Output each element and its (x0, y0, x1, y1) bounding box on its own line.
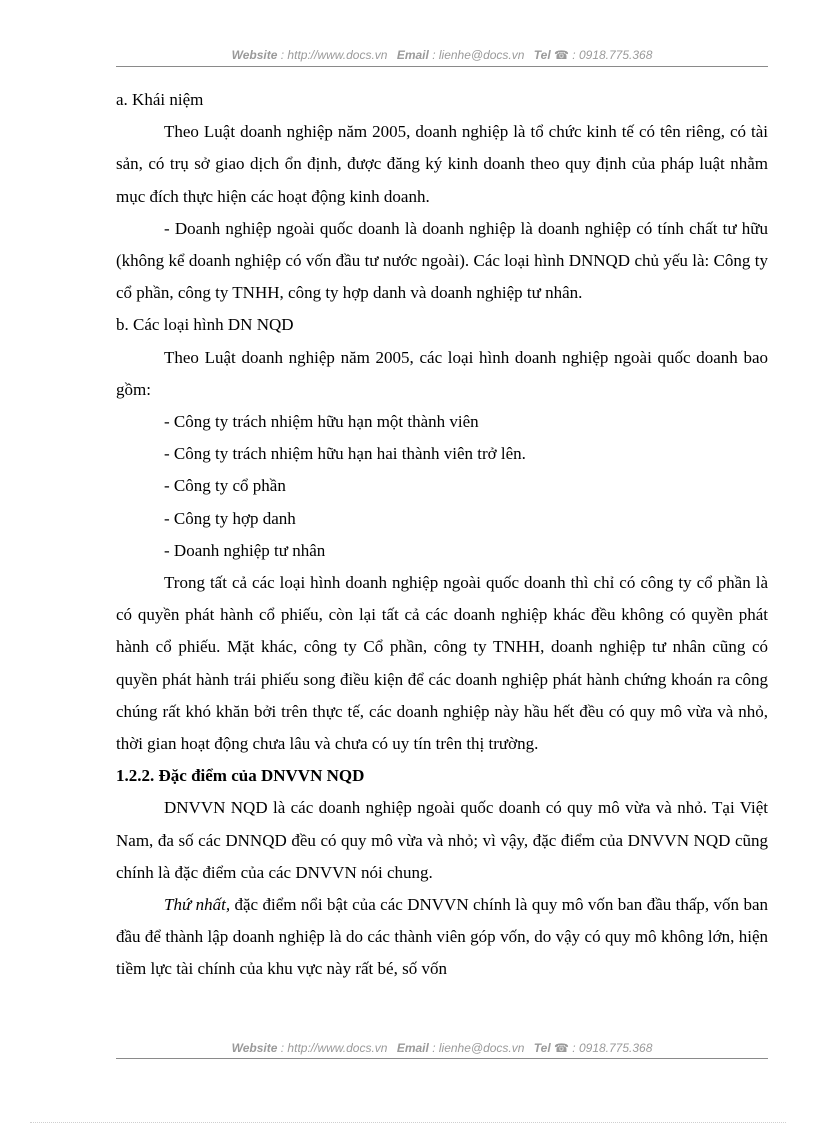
list-item: - Doanh nghiệp tư nhân (164, 540, 326, 560)
section-heading: 1.2.2. Đặc điểm của DNVVN NQD (116, 766, 365, 786)
list-item: - Công ty hợp danh (164, 508, 296, 528)
paragraph-3: Theo Luật doanh nghiệp năm 2005, các loại hình doanh nghiệp ngoài quốc doanh bao gồm: (116, 347, 768, 399)
header-tel-label: Tel (533, 48, 551, 62)
paragraph-6-text: đặc điểm nổi bật của các DNVVN chính là quy mô vốn ban đầu thấp, vốn ban đầu để thành lập doanh nghiệp là do các thành viên góp vốn, do vậy có quy mô không lớn, hiện tiềm lực tài chính của khu vực này rất bé, số vốn (116, 895, 768, 979)
header-website-value[interactable]: : http://www.docs.vn (280, 48, 388, 62)
paragraph-2: - Doanh nghiệp ngoài quốc doanh là doanh nghiệp là doanh nghiệp có tính chất tư hữu (không kể doanh nghiệp có vốn đầu tư nước ngoài). Các loại hình DNNQD chủ yếu là: Công ty cổ phần, công ty TNHH, công ty hợp danh và doanh nghiệp tư nhân. (116, 218, 768, 303)
footer-tel-label: Tel (533, 1041, 551, 1055)
header-rule (116, 66, 768, 67)
footer-rule (116, 1058, 768, 1059)
header-email-label: Email (396, 48, 429, 62)
footer-tel-value: ☎ : 0918.775.368 (554, 1041, 653, 1055)
page-header (116, 48, 768, 62)
list-item: - Công ty cổ phần (164, 476, 286, 496)
list-item: - Công ty trách nhiệm hữu hạn hai thành viên trở lên. (164, 444, 526, 464)
footer-website-label: Website (231, 1041, 278, 1055)
document-body (116, 84, 768, 986)
heading-b: b. Các loại hình DN NQD (116, 315, 294, 335)
heading-a: a. Khái niệm (116, 90, 204, 109)
emphasis-thu-nhat: Thứ nhất, (164, 895, 231, 915)
page-footer (116, 1041, 768, 1055)
list-item: - Công ty trách nhiệm hữu hạn một thành viên (164, 412, 479, 432)
footer-email-label: Email (396, 1041, 429, 1055)
header-email-value[interactable]: : lienhe@docs.vn (432, 48, 525, 62)
paragraph-5: DNVVN NQD là các doanh nghiệp ngoài quốc doanh có quy mô vừa và nhỏ. Tại Việt Nam, đa số các DNNQD đều có quy mô vừa và nhỏ; vì vậy, đặc điểm của DNVVN NQD cũng chính là đặc điểm của các DNVVN nói chung. (116, 798, 768, 882)
header-website-label: Website (231, 48, 278, 62)
header-tel-value: ☎ : 0918.775.368 (554, 48, 653, 62)
paragraph-6 (116, 889, 768, 986)
paragraph-1: Theo Luật doanh nghiệp năm 2005, doanh nghiệp là tổ chức kinh tế có tên riêng, có tài sản, có trụ sở giao dịch ổn định, được đăng ký kinh doanh theo quy định của pháp luật nhằm mục đích thực hiện các hoạt động kinh doanh. (116, 122, 768, 206)
paragraph-4: Trong tất cả các loại hình doanh nghiệp ngoài quốc doanh thì chỉ có công ty cổ phần là có quyền phát hành cổ phiếu, còn lại tất cả các doanh nghiệp khác đều không có quyền phát hành cổ phiếu. Mặt khác, công ty Cổ phần, công ty TNHH, doanh nghiệp tư nhân cũng có quyền phát hành trái phiếu song điều kiện để các doanh nghiệp phát hành chứng khoán ra công chúng rất khó khăn bởi trên thực tế, các doanh nghiệp này hầu hết đều có quy mô vừa và nhỏ, thời gian hoạt động chưa lâu và chưa có uy tín trên thị trường. (116, 573, 768, 754)
footer-website-value[interactable]: : http://www.docs.vn (280, 1041, 388, 1055)
footer-email-value[interactable]: : lienhe@docs.vn (432, 1041, 525, 1055)
